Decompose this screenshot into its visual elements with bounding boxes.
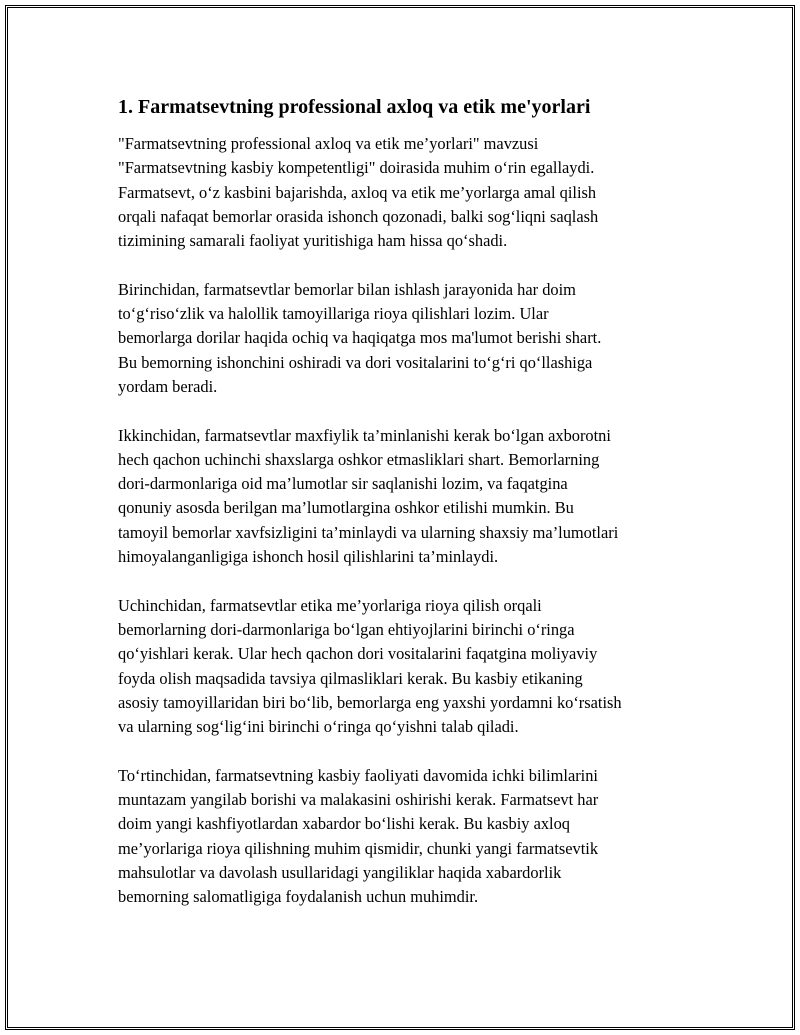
document-body (118, 94, 684, 934)
paragraph-fourth: To‘rtinchidan, farmatsevtning kasbiy faoliyati davomida ichki bilimlarini muntazam yangilab borishi va malakasini oshirishi kerak. Farmatsevt har doim yangi kashfiyotlardan xabardor bo‘lishi kerak. Bu kasbiy axloq me’yorlariga rioya qilishning muhim qismidir, chunki yangi farmatsevtik mahsulotlar va davolash usullaridagi yangiliklar haqida xabardorlik bemorning salomatligiga foydalanish uchun muhimdir. (118, 765, 599, 907)
paragraph-second: Ikkinchidan, farmatsevtlar maxfiylik ta’minlanishi kerak bo‘lgan axborotni hech qachon uchinchi shaxslarga oshkor etmasliklari shart. Bemorlarning dori-darmonlariga oid ma’lumotlar sir saqlanishi lozim, va faqatgina qonuniy asosda berilgan ma’lumotlargina oshkor etilishi mumkin. Bu tamoyil bemorlar xavfsizligini ta’minlaydi va ularning shaxsiy ma’lumotlari himoyalanganligiga ishonch hosil qilishlarini ta’minlaydi. (118, 425, 619, 567)
paragraph-intro: "Farmatsevtning professional axloq va etik me’yorlari" mavzusi "Farmatsevtning kasbiy kompetentligi" doirasida muhim o‘rin egallaydi. Farmatsevt, o‘z kasbini bajarishda, axloq va etik me’yorlarga amal qilish orqali nafaqat bemorlar orasida ishonch qozonadi, balki sog‘liqni saqlash tizimining samarali faoliyat yuritishiga ham hissa qo‘shadi. (118, 134, 599, 251)
paragraph-third: Uchinchidan, farmatsevtlar etika me’yorlariga rioya qilish orqali bemorlarning dori-darmonlariga bo‘lgan ehtiyojlarini birinchi o‘ringa qo‘yishlari kerak. Ular hech qachon dori vositalarini faqatgina moliyaviy foyda olish maqsadida tavsiya qilmasliklari kerak. Bu kasbiy etikaning asosiy tamoyillaridan biri bo‘lib, bemorlarga eng yaxshi yordamni ko‘rsatish va ularning sog‘lig‘ini birinchi o‘ringa qo‘yishni talab qiladi. (118, 595, 622, 737)
section-heading: 1. Farmatsevtning professional axloq va etik me'yorlari (118, 96, 591, 118)
paragraph-first: Birinchidan, farmatsevtlar bemorlar bilan ishlash jarayonida har doim to‘g‘riso‘zlik va halollik tamoyillariga rioya qilishlari lozim. Ular bemorlarga dorilar haqida ochiq va haqiqatga mos ma'lumot berishi shart. Bu bemorning ishonchini oshiradi va dori vositalarini to‘g‘ri qo‘llashiga yordam beradi. (118, 279, 602, 396)
